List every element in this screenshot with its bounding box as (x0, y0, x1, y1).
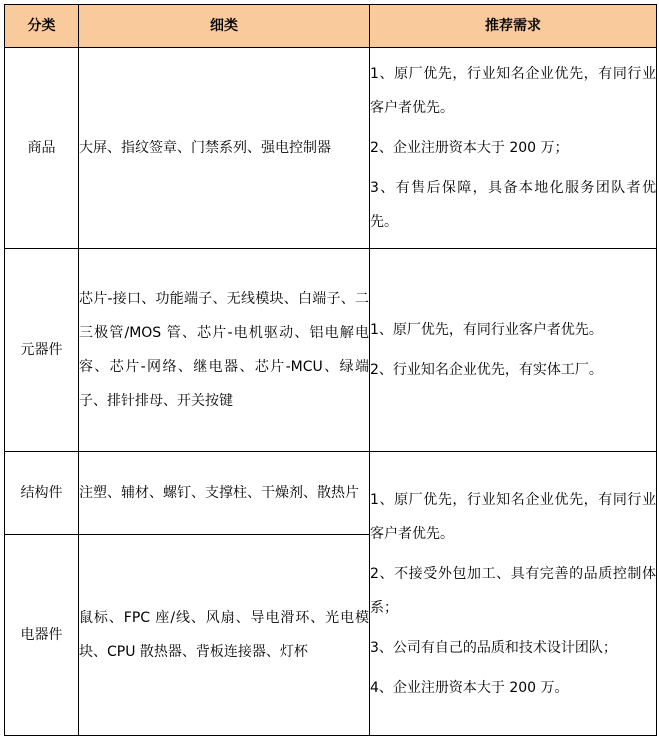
requirement-item: 1、原厂优先，有同行业客户者优先。 (370, 322, 603, 338)
detail-cell: 大屏、指纹签章、门禁系列、强电控制器 (79, 48, 370, 249)
requirements-cell (370, 249, 657, 452)
requirement-item: 3、公司有自己的品质和技术设计团队； (370, 639, 617, 656)
detail-cell: 芯片-接口、功能端子、无线模块、白端子、二三极管/MOS 管、芯片-电机驱动、铝电解电容、芯片-网络、继电器、芯片-MCU、绿端子、排针排母、开关按键 (79, 249, 370, 452)
category-cell: 元器件 (5, 249, 79, 452)
requirements-table (4, 4, 657, 736)
requirement-item: 2、不接受外包加工、具有完善的品质控制体系； (370, 565, 656, 616)
header-requirements: 推荐需求 (370, 5, 657, 48)
shared-requirements-cell (370, 452, 657, 736)
header-detail: 细类 (79, 5, 370, 48)
category-cell: 结构件 (5, 452, 79, 535)
requirement-item: 1、原厂优先，行业知名企业优先，有同行业客户者优先。 (370, 491, 656, 542)
category-cell: 商品 (5, 48, 79, 249)
detail-cell: 注塑、辅材、螺钉、支撑柱、干燥剂、散热片 (79, 452, 370, 535)
requirements-cell (370, 48, 657, 249)
requirement-item: 4、企业注册资本大于 200 万。 (370, 679, 569, 696)
requirement-item: 3、有售后保障，具备本地化服务团队者优先。 (370, 180, 656, 230)
table-row-structural (5, 452, 657, 535)
header-category: 分类 (5, 5, 79, 48)
detail-cell: 鼠标、FPC 座/线、风扇、导电滑环、光电模块、CPU 散热器、背板连接器、灯杯 (79, 535, 370, 736)
table-row-components (5, 249, 657, 452)
requirement-item: 2、行业知名企业优先，有实体工厂。 (370, 362, 603, 378)
requirement-item: 1、原厂优先，行业知名企业优先，有同行业客户者优先。 (370, 66, 656, 116)
table-row-goods (5, 48, 657, 249)
header-row (5, 5, 657, 48)
category-cell: 电器件 (5, 535, 79, 736)
requirement-item: 2、企业注册资本大于 200 万； (370, 140, 569, 156)
